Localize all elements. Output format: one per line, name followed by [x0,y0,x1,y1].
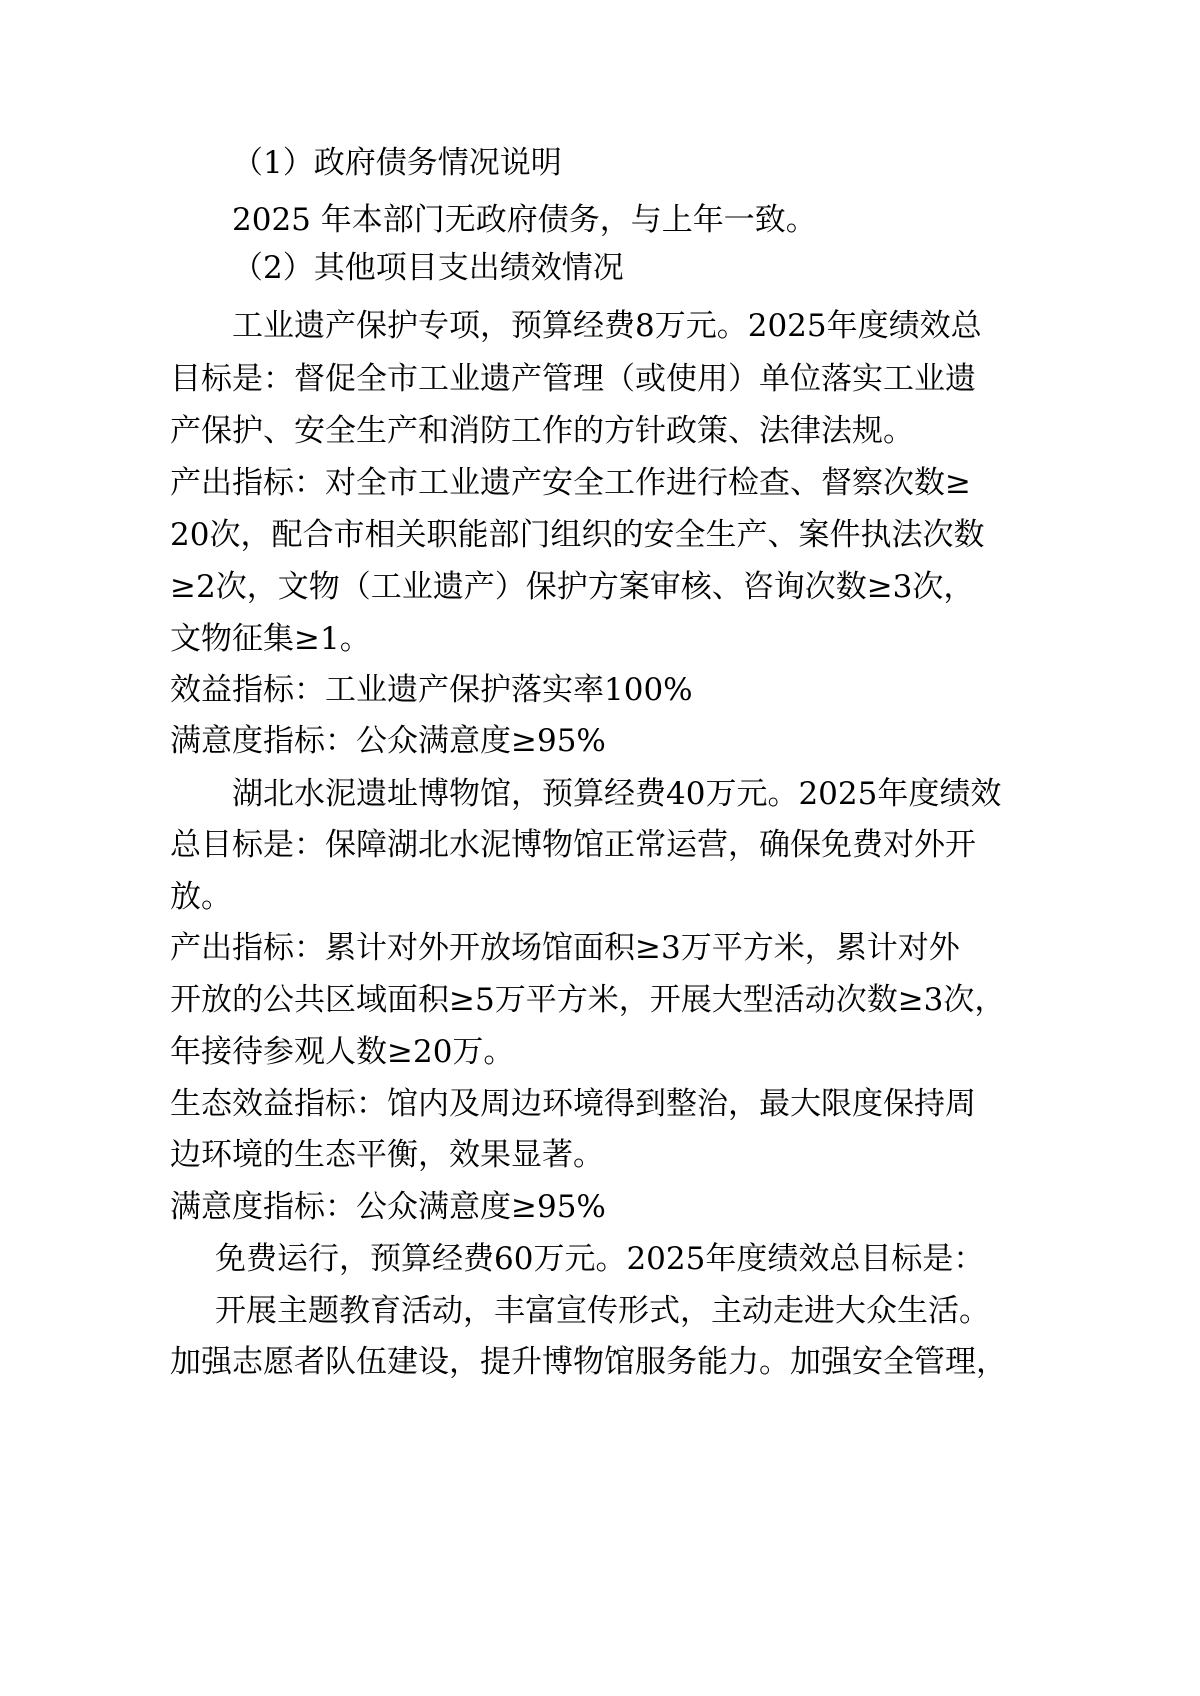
paragraph-line: 边环境的生态平衡，效果显著。 [170,1137,604,1173]
paragraph-line: 开放的公共区域面积≥5万平方米，开展大型活动次数≥3次， [170,982,1006,1018]
paragraph-line: 总目标是：保障湖北水泥博物馆正常运营，确保免费对外开 [170,827,976,863]
paragraph-line: 文物征集≥1。 [170,621,371,657]
paragraph-line: 效益指标：工业遗产保护落实率100% [170,672,693,708]
heading-debt: （1）政府债务情况说明 [232,145,562,181]
paragraph-line: 加强志愿者队伍建设，提升博物馆服务能力。加强安全管理， [170,1344,1007,1380]
heading-other-projects: （2）其他项目支出绩效情况 [232,250,624,286]
paragraph-line: 生态效益指标：馆内及周边环境得到整治，最大限度保持周 [170,1086,976,1122]
paragraph-line: 目标是：督促全市工业遗产管理（或使用）单位落实工业遗 [170,361,976,397]
paragraph-line: ≥2次，文物（工业遗产）保护方案审核、咨询次数≥3次， [170,569,975,605]
paragraph-debt: 2025 年本部门无政府债务，与上年一致。 [232,202,817,238]
paragraph-line: 产出指标：累计对外开放场馆面积≥3万平方米，累计对外 [170,930,960,966]
paragraph-line: 产保护、安全生产和消防工作的方针政策、法律法规。 [170,413,914,449]
paragraph-line: 20次，配合市相关职能部门组织的安全生产、案件执法次数 [170,517,985,553]
paragraph-line: 产出指标：对全市工业遗产安全工作进行检查、督察次数≥ [170,465,971,501]
paragraph-line: 工业遗产保护专项，预算经费8万元。2025年度绩效总 [232,308,982,344]
paragraph-line: 满意度指标：公众满意度≥95% [170,723,606,759]
paragraph-line: 满意度指标：公众满意度≥95% [170,1189,606,1225]
paragraph-line: 放。 [170,879,232,915]
paragraph-line: 湖北水泥遗址博物馆，预算经费40万元。2025年度绩效 [232,776,1002,812]
paragraph-line: 年接待参观人数≥20万。 [170,1034,515,1070]
paragraph-line: 免费运行，预算经费60万元。2025年度绩效总目标是： [215,1241,985,1277]
paragraph-line: 开展主题教育活动，丰富宣传形式，主动走进大众生活。 [215,1293,990,1329]
